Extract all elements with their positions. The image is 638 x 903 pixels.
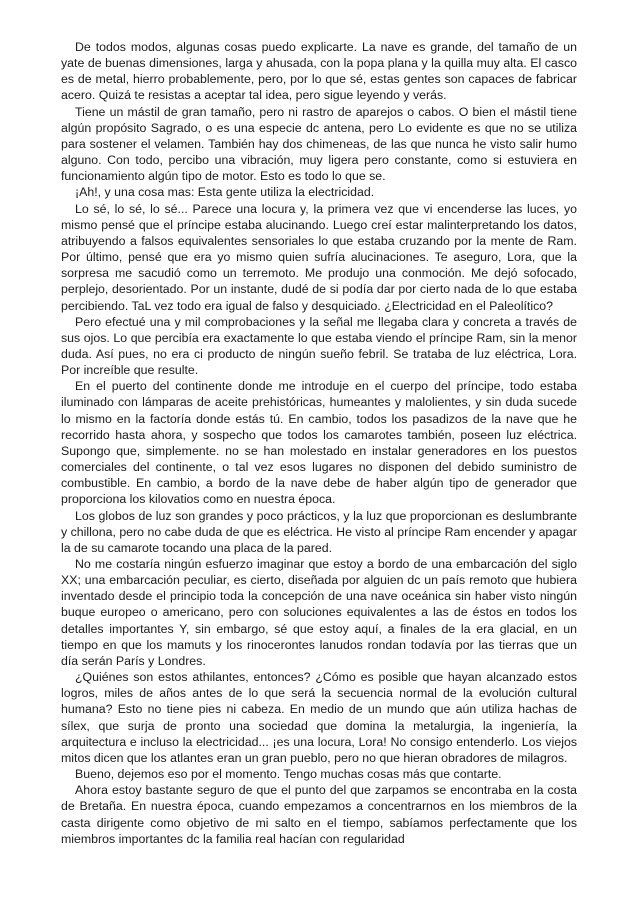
paragraph: ¡Ah!, y una cosa mas: Esta gente utiliza la electricidad. [75,185,375,200]
paragraph: ¿Quiénes son estos athilantes, entonces? ¿Cómo es posible que hayan alcanzado estos logros, miles de años antes de lo que será la secuencia normal de la evolución cultural humana? Esto no tiene pies ni cabeza. En medio de un mundo que aún utiliza hachas de sílex, que surja de pronto una sociedad que domina la metalurgia, la ingeniería, la arquitectura e incluso la electricidad... ¡es una locura, Lora! No consigo entenderlo. Los viejos mitos dicen que los atlantes eran un gran pueblo, pero no que hieran obradores de milagros. [61,670,577,765]
paragraph: De todos modos, algunas cosas puedo explicarte. La nave es grande, del tamaño de un yate de buenas dimensiones, larga y ahusada, con la popa plana y la quilla muy alta. El casco es de metal, hierro probablemente, pero, por lo que sé, estas gentes son capaces de fabricar acero. Quizá te resistas a aceptar tal idea, pero sigue leyendo y verás. [61,40,577,103]
paragraph: Ahora estoy bastante seguro de que el punto del que zarpamos se encontraba en la costa de Bretaña. En nuestra época, cuando empezamos a concentrarnos en los miembros de la casta dirigente como objetivo de mi salto en el tiempo, sabíamos perfectamente que los miembros importantes dc la familia real hacían con regularidad [61,783,577,846]
paragraph: No me costaría ningún esfuerzo imaginar que estoy a bordo de una embarcación del siglo XX; una embarcación peculiar, es cierto, diseñada por alguien dc un país remoto que hubiera inventado desde el principio toda la concepción de una nave oceánica sin haber visto ningún buque europeo o americano, pero con soluciones equivalentes a las de éstos en todos los detalles importantes Y, sin embargo, sé que estoy aquí, a finales de la era glacial, en un tiempo en que los mamuts y los rinocerontes lanudos rondan todavía por las tierras que un día serán París y Londres. [61,557,577,668]
document-page [61,39,577,847]
paragraph: Tiene un mástil de gran tamaño, pero ni rastro de aparejos o cabos. O bien el mástil tiene algún propósito Sagrado, o es una especie dc antena, pero Lo evidente es que no se utiliza para sostener el velamen. También hay dos chimeneas, de las que nunca he visto salir humo alguno. Con todo, percibo una vibración, muy ligera pero constante, como si estuviera en funcionamiento algún tipo de motor. Esto es todo lo que se. [61,104,577,184]
paragraph: Pero efectué una y mil comprobaciones y la señal me llegaba clara y concreta a través de sus ojos. Lo que percibía era exactamente lo que estaba viendo el príncipe Ram, sin la menor duda. Así pues, no era ci producto de ningún sueño febril. Se trataba de luz eléctrica, Lora. Por increíble que resulte. [61,314,577,378]
paragraph: Lo sé, lo sé, lo sé... Parece una locura y, la primera vez que vi encenderse las luces, yo mismo pensé que el príncipe estaba alucinando. Luego creí estar malinterpretando los datos, atribuyendo a falsos equivalentes sensoriales lo que estaba cruzando por la mente de Ram. Por último, pensé que era yo mismo quien sufría alucinaciones. Te aseguro, Lora, que la sorpresa me sacudió como un terremoto. Me produjo una conmoción. Me dejó sofocado, perplejo, desorientado. Por un instante, dudé de si podía dar por cierto nada de lo que estaba percibiendo. TaL vez todo era igual de falso y desquiciado. ¿Electricidad en el Paleolítico? [61,201,577,313]
paragraph: Los globos de luz son grandes y poco prácticos, y la luz que proporcionan es deslumbrante y chillona, pero no cabe duda de que es eléctrica. He visto al príncipe Ram encender y apagar la de su camarote tocando una placa de la pared. [61,508,578,555]
paragraph: En el puerto del continente donde me introduje en el cuerpo del príncipe, todo estaba iluminado con lámparas de aceite prehistóricas, humeantes y malolientes, y sin duda sucede lo mismo en la factoría donde estás tú. En cambio, todos los pasadizos de la nave que he recorrido hasta ahora, y sospecho que todos los camarotes también, poseen luz eléctrica. Supongo que, simplemente. no se han molestado en instalar generadores en los puestos comerciales del continente, o tal vez esos lugares no disponen del debido suministro de combustible. En cambio, a bordo de la nave debe de haber algún tipo de generador que proporciona los kilovatios como en nuestra época. [61,379,577,507]
paragraph: Bueno, dejemos eso por el momento. Tengo muchas cosas más que contarte. [75,767,502,782]
